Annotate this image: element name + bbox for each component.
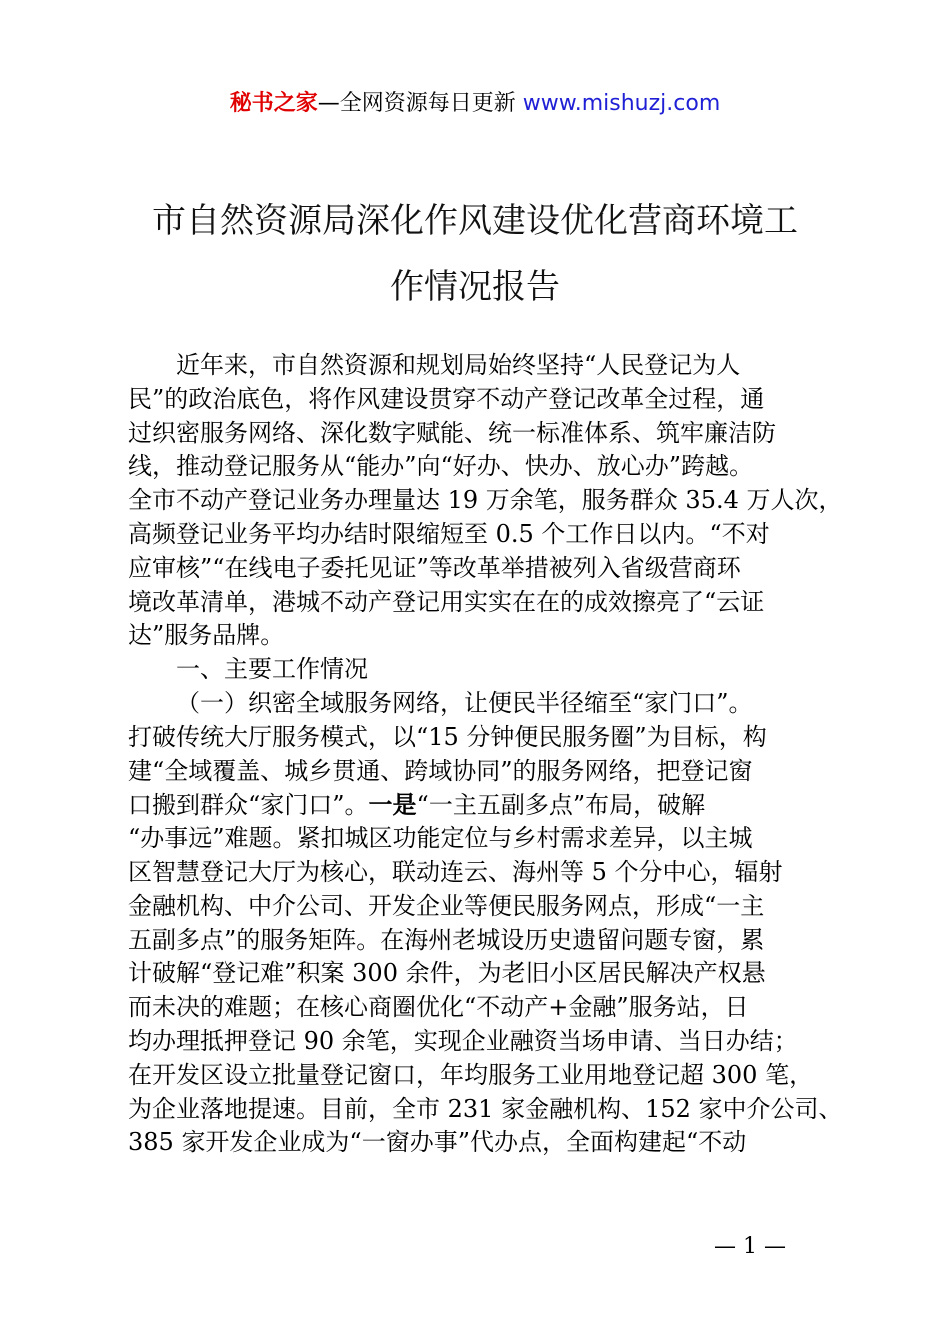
document-body [128,349,843,1160]
body-line: 385 家开发企业成为“一窗办事”代办点，全面构建起“不动 [128,1128,747,1157]
body-line: 境改革清单，港城不动产登记用实实在在的成效擦亮了“云证 [128,587,765,616]
header-slogan: —全网资源每日更新 [317,91,523,116]
section-heading: 一、主要工作情况 [176,655,368,684]
site-header [0,88,950,120]
body-text: “一主五副多点”布局，破解 [416,791,706,820]
brand-name: 秘书之家 [229,91,318,116]
body-line: 民”的政治底色，将作风建设贯穿不动产登记改革全过程，通 [128,384,765,413]
body-line: “办事远”难题。紧扣城区功能定位与乡村需求差异，以主城 [128,824,753,853]
body-line [128,788,840,822]
body-line: 打破传统大厅服务模式，以“15 分钟便民服务圈”为目标，构 [128,722,767,751]
body-line: 金融机构、中介公司、开发企业等便民服务网点，形成“一主 [128,891,765,920]
body-line: 区智慧登记大厅为核心，联动连云、海州等 5 个分中心，辐射 [128,857,783,886]
header-url-link[interactable]: www.mishuzj.com [522,91,721,116]
body-line: 而未决的难题；在核心商圈优化“不动产+金融”服务站，日 [128,993,749,1022]
body-line: 五副多点”的服务矩阵。在海州老城设历史遗留问题专窗，累 [128,925,765,954]
body-line: 达”服务品牌。 [128,621,285,650]
body-line: 高频登记业务平均办结时限缩短至 0.5 个工作日以内。“不对 [128,519,770,548]
title-line-2: 作情况报告 [390,267,560,307]
body-line: 建“全域覆盖、城乡贯通、跨域协同”的服务网络，把登记窗 [128,756,753,785]
body-line: 过织密服务网络、深化数字赋能、统一标准体系、筑牢廉洁防 [128,418,776,447]
body-line: 为企业落地提速。目前，全市 231 家金融机构、152 家中介公司、 [128,1094,843,1123]
body-line: 在开发区设立批量登记窗口，年均服务工业用地登记超 300 笔， [128,1060,814,1089]
document-title [100,188,850,320]
title-line-1: 市自然资源局深化作风建设优化营商环境工 [152,201,798,241]
body-text: 口搬到群众“家门口”。 [128,791,369,820]
page-number: — 1 — [714,1234,786,1259]
bold-marker: 一是 [368,790,417,820]
body-line: 计破解“登记难”积案 300 余件，为老旧小区居民解决产权悬 [128,959,766,988]
body-line: 应审核”“在线电子委托见证”等改革举措被列入省级营商环 [128,553,741,582]
body-line: 均办理抵押登记 90 余笔，实现企业融资当场申请、当日办结； [128,1026,798,1055]
body-line: 近年来，市自然资源和规划局始终坚持“人民登记为人 [176,351,741,379]
body-line: 全市不动产登记业务办理量达 19 万余笔，服务群众 35.4 万人次， [128,486,843,515]
subsection-heading: （一）织密全域服务网络，让便民半径缩至“家门口”。 [176,688,753,717]
body-line: 线，推动登记服务从“能办”向“好办、快办、放心办”跨越。 [128,452,754,481]
